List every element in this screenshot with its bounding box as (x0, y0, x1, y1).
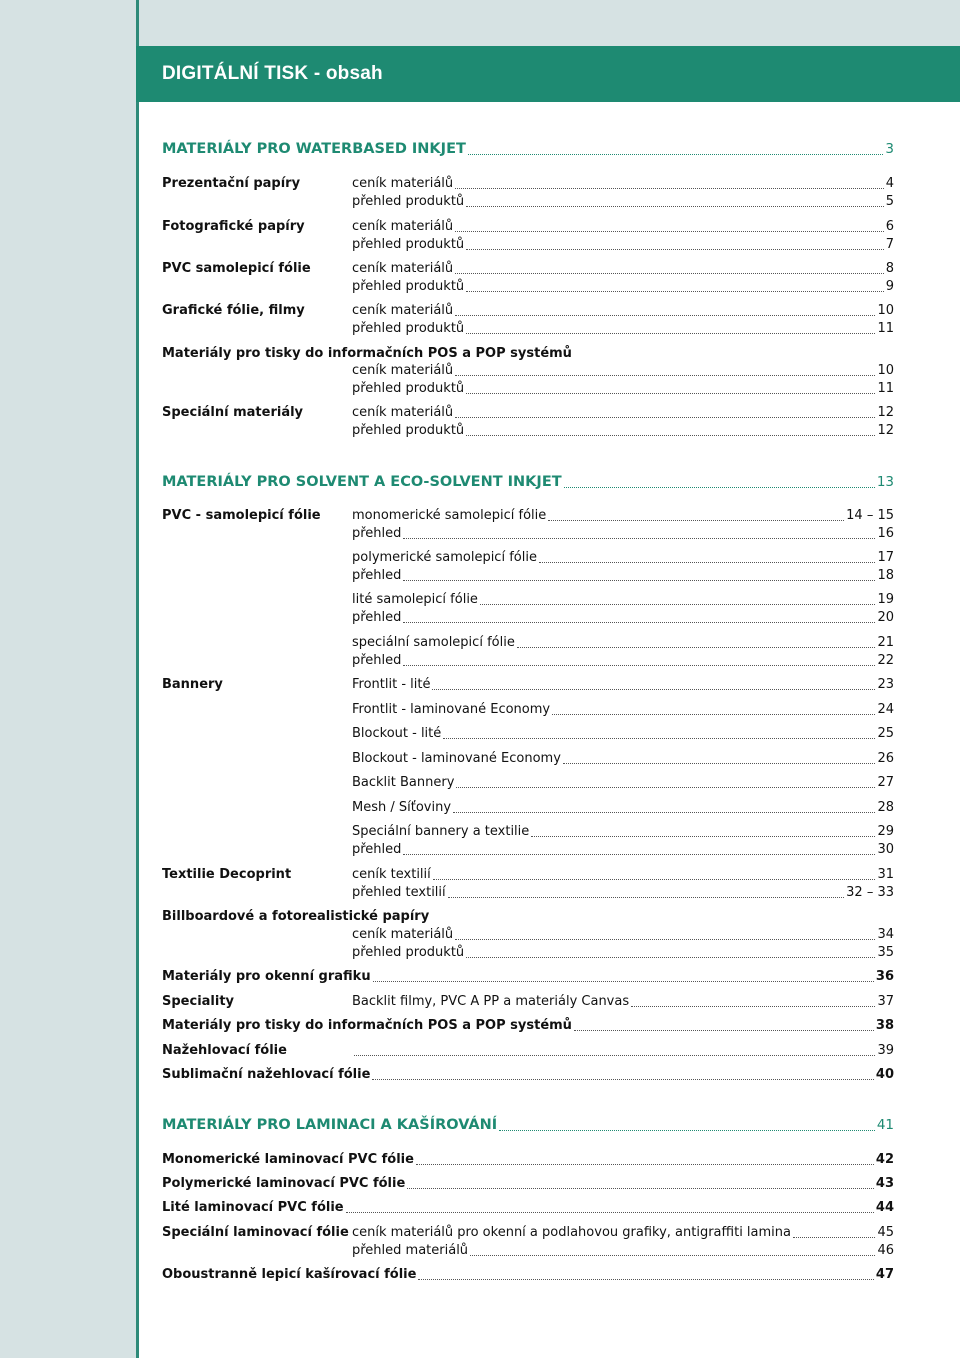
toc-row (162, 676, 894, 694)
dot-leader (455, 273, 884, 274)
toc-entry[interactable] (352, 993, 894, 1011)
page-number: 32 – 33 (846, 885, 894, 900)
toc-row (162, 725, 894, 743)
page-number: 19 (877, 592, 894, 607)
toc-entry[interactable] (352, 175, 894, 193)
toc-row (162, 1151, 894, 1169)
entry-text: lité samolepicí fólie (352, 592, 478, 607)
section-title: MATERIÁLY PRO LAMINACI A KAŠÍROVÁNÍ (162, 1117, 498, 1133)
page-number: 29 (877, 824, 894, 839)
entry-text: ceník materiálů (352, 176, 454, 191)
group-label: Grafické fólie, filmy (162, 303, 305, 318)
toc-row (162, 362, 894, 380)
toc-entry[interactable] (352, 676, 894, 694)
dot-leader (455, 315, 875, 316)
entry-text: přehled produktů (352, 194, 465, 209)
page-number: 30 (877, 842, 894, 857)
group-label: PVC samolepicí fólie (162, 261, 311, 276)
toc-entry[interactable] (162, 1199, 894, 1217)
toc-entry[interactable] (352, 380, 894, 398)
toc-row (162, 218, 894, 236)
toc-entry[interactable] (352, 507, 894, 525)
group-label: Nažehlovací fólie (162, 1043, 287, 1058)
toc-row (162, 1066, 894, 1084)
dot-leader (432, 689, 875, 690)
toc-entry[interactable] (352, 725, 894, 743)
group-label: Materiály pro tisky do informačních POS a POP systémů (162, 346, 572, 361)
toc-entry[interactable] (352, 278, 894, 296)
entry-text: Mesh / Síťoviny (352, 800, 452, 815)
dot-leader (466, 291, 884, 292)
page-number: 9 (885, 279, 894, 294)
entry-text: Speciální bannery a textilie (352, 824, 530, 839)
toc-entry[interactable] (352, 609, 894, 627)
page-number: 41 (876, 1117, 894, 1133)
toc-row (162, 1199, 894, 1217)
dot-leader (453, 812, 875, 813)
page-number: 3 (885, 141, 894, 157)
entry-text: přehled produktů (352, 945, 465, 960)
dot-leader (539, 562, 876, 563)
top-margin-band (136, 0, 960, 46)
entry-text: Backlit filmy, PVC A PP a materiály Canvas (352, 994, 630, 1009)
toc-entry[interactable] (352, 549, 894, 567)
toc-entry[interactable] (162, 1266, 894, 1284)
dot-leader (466, 393, 875, 394)
title-bar (136, 46, 960, 102)
toc-entry[interactable] (352, 236, 894, 254)
dot-leader (564, 487, 875, 488)
group-label: Bannery (162, 677, 223, 692)
dot-leader (531, 836, 875, 837)
page-number: 21 (877, 635, 894, 650)
toc-row (162, 1266, 894, 1284)
toc-entry[interactable] (352, 652, 894, 670)
toc-row (162, 944, 894, 962)
dot-leader (793, 1237, 875, 1238)
dot-leader (455, 231, 884, 232)
toc-entry[interactable] (352, 799, 894, 817)
toc-entry[interactable] (352, 823, 894, 841)
dot-leader (416, 1164, 874, 1165)
dot-leader (346, 1212, 874, 1213)
entry-text: přehled produktů (352, 321, 465, 336)
group-label: Textilie Decoprint (162, 867, 292, 882)
dot-leader (372, 1079, 874, 1080)
toc-row (162, 302, 894, 320)
entry-text: Oboustranně lepicí kašírovací fólie (162, 1267, 417, 1282)
page-number: 25 (877, 726, 894, 741)
left-margin-band (0, 0, 136, 1358)
toc-row (162, 175, 894, 193)
toc-row (162, 1175, 894, 1193)
page-number: 28 (877, 800, 894, 815)
toc-row (162, 926, 894, 944)
entry-text: Materiály pro okenní grafiku (162, 969, 371, 984)
toc-row (162, 866, 894, 884)
entry-text: ceník materiálů (352, 261, 454, 276)
page-number: 11 (877, 321, 894, 336)
entry-text: polymerické samolepicí fólie (352, 550, 537, 565)
page-number: 5 (885, 194, 894, 209)
toc-row (162, 823, 894, 841)
toc-row (162, 799, 894, 817)
section-heading (162, 472, 894, 492)
dot-leader (455, 939, 875, 940)
toc-row (162, 193, 894, 211)
entry-text: ceník materiálů (352, 363, 454, 378)
entry-text: přehled (352, 610, 402, 625)
dot-leader (455, 188, 884, 189)
toc-entry[interactable] (352, 218, 894, 236)
page-number: 35 (877, 945, 894, 960)
group-label-row (162, 908, 894, 926)
entry-text: Backlit Bannery (352, 775, 455, 790)
page-number: 44 (875, 1200, 894, 1215)
toc-entry[interactable] (162, 1066, 894, 1084)
page-number: 43 (875, 1176, 894, 1191)
toc-row (162, 380, 894, 398)
entry-text: Blockout - laminované Economy (352, 751, 561, 766)
toc-entry[interactable] (352, 841, 894, 859)
toc-entry[interactable] (162, 1175, 894, 1193)
toc-entry[interactable] (162, 472, 894, 492)
toc-entry[interactable] (352, 320, 894, 338)
dot-leader (470, 1255, 875, 1256)
dot-leader (480, 604, 876, 605)
dot-leader (466, 957, 875, 958)
group-label: Fotografické papíry (162, 219, 305, 234)
group-label-row (162, 345, 894, 363)
dot-leader (354, 1055, 875, 1056)
vertical-accent-line (136, 0, 139, 1358)
toc-row (162, 404, 894, 422)
toc-entry[interactable] (162, 139, 894, 159)
dot-leader (403, 580, 875, 581)
toc-entry[interactable] (162, 1151, 894, 1169)
toc-row (162, 1224, 894, 1242)
page-number: 13 (876, 474, 894, 490)
dot-leader (466, 435, 875, 436)
toc-row (162, 1017, 894, 1035)
entry-text: ceník textilií (352, 867, 431, 882)
entry-text: přehled (352, 653, 402, 668)
page-number: 11 (877, 381, 894, 396)
toc-row (162, 422, 894, 440)
entry-text: přehled produktů (352, 237, 465, 252)
toc-entry[interactable] (352, 591, 894, 609)
group-label: Speciální laminovací fólie (162, 1225, 349, 1240)
group-label: Speciality (162, 994, 235, 1009)
page-number: 23 (877, 677, 894, 692)
toc-row (162, 1042, 894, 1060)
toc-row (162, 260, 894, 278)
toc-entry[interactable] (352, 1224, 894, 1242)
toc-entry[interactable] (352, 422, 894, 440)
dot-leader (499, 1130, 875, 1131)
toc-entry[interactable] (352, 362, 894, 380)
page-number: 10 (877, 303, 894, 318)
entry-text: přehled textilií (352, 885, 446, 900)
toc-entry[interactable] (162, 1017, 894, 1035)
entry-text: přehled produktů (352, 279, 465, 294)
toc-entry[interactable] (352, 634, 894, 652)
toc-row (162, 567, 894, 585)
dot-leader (466, 249, 884, 250)
toc-row (162, 320, 894, 338)
page-number: 27 (877, 775, 894, 790)
entry-text: Frontlit - laminované Economy (352, 702, 551, 717)
dot-leader (552, 714, 875, 715)
entry-text: ceník materiálů pro okenní a podlahovou grafiky, antigraffiti lamina (352, 1225, 791, 1240)
toc-row (162, 591, 894, 609)
toc-row (162, 634, 894, 652)
toc-entry[interactable] (352, 774, 894, 792)
page-number: 36 (875, 969, 894, 984)
group-label: Prezentační papíry (162, 176, 301, 191)
entry-text: přehled (352, 526, 402, 541)
page-number: 12 (877, 423, 894, 438)
page-number: 38 (875, 1018, 894, 1033)
dot-leader (403, 622, 875, 623)
dot-leader (418, 1279, 873, 1280)
dot-leader (468, 154, 884, 155)
toc-entry[interactable] (352, 1042, 894, 1060)
entry-text: Frontlit - lité (352, 677, 431, 692)
toc-entry[interactable] (352, 944, 894, 962)
toc-row (162, 609, 894, 627)
section-title: MATERIÁLY PRO SOLVENT A ECO-SOLVENT INKJET (162, 474, 562, 490)
dot-leader (403, 538, 875, 539)
dot-leader (433, 879, 876, 880)
toc-row (162, 993, 894, 1011)
dot-leader (443, 738, 875, 739)
toc-entry[interactable] (352, 884, 894, 902)
entry-text: ceník materiálů (352, 303, 454, 318)
toc-entry[interactable] (352, 193, 894, 211)
section-heading (162, 1115, 894, 1135)
toc-row (162, 884, 894, 902)
toc-row (162, 774, 894, 792)
page-number: 17 (877, 550, 894, 565)
dot-leader (403, 854, 875, 855)
toc-entry[interactable] (352, 866, 894, 884)
entry-text: speciální samolepicí fólie (352, 635, 515, 650)
entry-text: Lité laminovací PVC fólie (162, 1200, 344, 1215)
dot-leader (548, 520, 844, 521)
dot-leader (403, 665, 875, 666)
dot-leader (466, 206, 884, 207)
page-number: 6 (885, 219, 894, 234)
page-number: 31 (877, 867, 894, 882)
toc-row (162, 549, 894, 567)
page-number: 8 (885, 261, 894, 276)
page-number: 16 (877, 526, 894, 541)
page-number: 7 (885, 237, 894, 252)
page-number: 39 (877, 1043, 894, 1058)
dot-leader (456, 787, 875, 788)
toc-entry[interactable] (352, 926, 894, 944)
page-number: 40 (875, 1067, 894, 1082)
page-number: 4 (885, 176, 894, 191)
entry-text: ceník materiálů (352, 219, 454, 234)
page-number: 37 (877, 994, 894, 1009)
dot-leader (631, 1006, 875, 1007)
page-number: 18 (877, 568, 894, 583)
entry-text: Monomerické laminovací PVC fólie (162, 1152, 414, 1167)
toc-row (162, 841, 894, 859)
group-label: Billboardové a fotorealistické papíry (162, 909, 430, 924)
toc-entry[interactable] (352, 404, 894, 422)
page-number: 10 (877, 363, 894, 378)
entry-text: ceník materiálů (352, 927, 454, 942)
dot-leader (517, 647, 876, 648)
toc-entry[interactable] (352, 260, 894, 278)
dot-leader (448, 897, 844, 898)
page-number: 14 – 15 (846, 508, 894, 523)
toc-row (162, 278, 894, 296)
group-label: PVC - samolepicí fólie (162, 508, 321, 523)
group-label: Speciální materiály (162, 405, 304, 420)
entry-text: Polymerické laminovací PVC fólie (162, 1176, 406, 1191)
toc-row (162, 701, 894, 719)
page-number: 46 (877, 1243, 894, 1258)
entry-text: monomerické samolepicí fólie (352, 508, 547, 523)
toc-entry[interactable] (352, 1242, 894, 1260)
toc-row (162, 236, 894, 254)
toc-entry[interactable] (162, 1115, 894, 1135)
page-number: 12 (877, 405, 894, 420)
dot-leader (407, 1188, 874, 1189)
entry-text: Materiály pro tisky do informačních POS a POP systémů (162, 1018, 572, 1033)
toc-row (162, 750, 894, 768)
dot-leader (466, 333, 875, 334)
toc-entry[interactable] (352, 567, 894, 585)
page-number: 47 (875, 1267, 894, 1282)
toc-entry[interactable] (352, 525, 894, 543)
toc-row (162, 525, 894, 543)
entry-text: přehled materiálů (352, 1243, 469, 1258)
dot-leader (373, 981, 874, 982)
entry-text: Sublimační nažehlovací fólie (162, 1067, 371, 1082)
page-number: 26 (877, 751, 894, 766)
section-title: MATERIÁLY PRO WATERBASED INKJET (162, 141, 466, 157)
toc-row (162, 507, 894, 525)
page-title: DIGITÁLNÍ TISK - obsah (162, 63, 383, 84)
dot-leader (574, 1030, 874, 1031)
entry-text: ceník materiálů (352, 405, 454, 420)
entry-text: přehled (352, 842, 402, 857)
toc-row (162, 1242, 894, 1260)
entry-text: přehled produktů (352, 381, 465, 396)
page-number: 45 (877, 1225, 894, 1240)
toc-row (162, 968, 894, 986)
toc-entry[interactable] (352, 750, 894, 768)
dot-leader (455, 375, 875, 376)
page-number: 34 (877, 927, 894, 942)
entry-text: přehled produktů (352, 423, 465, 438)
toc-row (162, 652, 894, 670)
page-number: 22 (877, 653, 894, 668)
toc-entry[interactable] (352, 701, 894, 719)
page-number: 20 (877, 610, 894, 625)
toc-entry[interactable] (352, 302, 894, 320)
toc-entry[interactable] (162, 968, 894, 986)
dot-leader (563, 763, 876, 764)
page-number: 42 (875, 1152, 894, 1167)
entry-text: přehled (352, 568, 402, 583)
section-heading (162, 139, 894, 159)
page-number: 24 (877, 702, 894, 717)
entry-text: Blockout - lité (352, 726, 442, 741)
dot-leader (455, 417, 875, 418)
